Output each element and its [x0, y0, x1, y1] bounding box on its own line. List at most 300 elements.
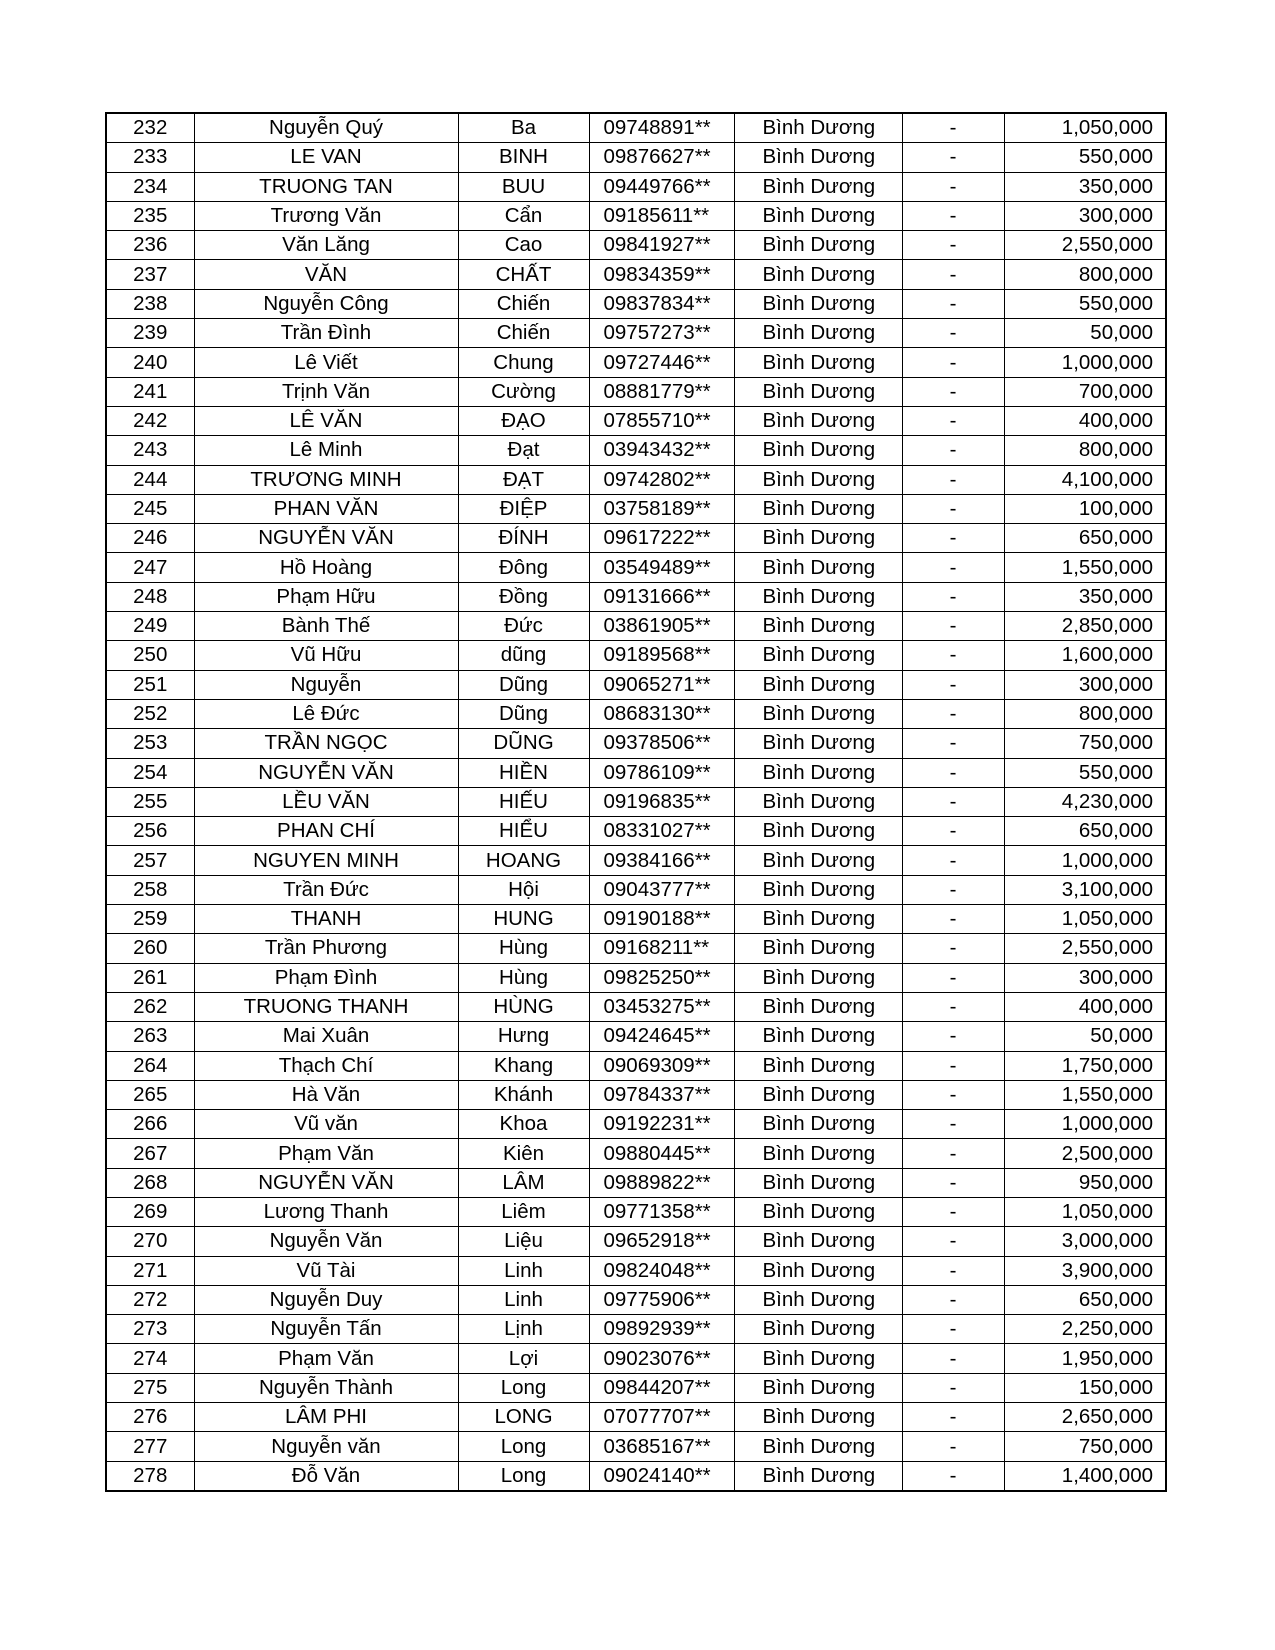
phone-cell: 09043777**	[589, 875, 734, 904]
phone-cell: 09023076**	[589, 1344, 734, 1373]
province-cell: Bình Dương	[734, 172, 902, 201]
table-row	[106, 1461, 1166, 1491]
province-cell: Bình Dương	[734, 1139, 902, 1168]
amount-cell: 1,000,000	[1004, 846, 1166, 875]
province-cell: Bình Dương	[734, 348, 902, 377]
given-name-cell: Lịnh	[458, 1315, 589, 1344]
table-row	[106, 289, 1166, 318]
province-cell: Bình Dương	[734, 582, 902, 611]
phone-cell: 09892939**	[589, 1315, 734, 1344]
surname-cell: Phạm Hữu	[194, 582, 458, 611]
given-name-cell: BINH	[458, 143, 589, 172]
province-cell: Bình Dương	[734, 641, 902, 670]
row-number: 264	[106, 1051, 194, 1080]
row-number: 239	[106, 319, 194, 348]
given-name-cell: Long	[458, 1432, 589, 1461]
row-number: 260	[106, 934, 194, 963]
dash-cell: -	[902, 729, 1004, 758]
dash-cell: -	[902, 817, 1004, 846]
phone-cell: 09876627**	[589, 143, 734, 172]
province-cell: Bình Dương	[734, 963, 902, 992]
province-cell: Bình Dương	[734, 1344, 902, 1373]
row-number: 234	[106, 172, 194, 201]
row-number: 274	[106, 1344, 194, 1373]
table-row	[106, 1285, 1166, 1314]
table-row	[106, 494, 1166, 523]
province-cell: Bình Dương	[734, 612, 902, 641]
phone-cell: 09841927**	[589, 231, 734, 260]
row-number: 262	[106, 992, 194, 1021]
dash-cell: -	[902, 172, 1004, 201]
province-cell: Bình Dương	[734, 494, 902, 523]
row-number: 270	[106, 1227, 194, 1256]
dash-cell: -	[902, 875, 1004, 904]
table-row	[106, 1256, 1166, 1285]
dash-cell: -	[902, 553, 1004, 582]
surname-cell: Nguyễn Công	[194, 289, 458, 318]
surname-cell: PHAN VĂN	[194, 494, 458, 523]
row-number: 233	[106, 143, 194, 172]
amount-cell: 2,850,000	[1004, 612, 1166, 641]
dash-cell: -	[902, 1461, 1004, 1491]
dash-cell: -	[902, 1227, 1004, 1256]
dash-cell: -	[902, 670, 1004, 699]
row-number: 238	[106, 289, 194, 318]
table-row	[106, 1344, 1166, 1373]
surname-cell: VĂN	[194, 260, 458, 289]
dash-cell: -	[902, 406, 1004, 435]
phone-cell: 09771358**	[589, 1197, 734, 1226]
phone-cell: 09889822**	[589, 1168, 734, 1197]
phone-cell: 09065271**	[589, 670, 734, 699]
table-row	[106, 1022, 1166, 1051]
surname-cell: THANH	[194, 905, 458, 934]
row-number: 256	[106, 817, 194, 846]
table-row	[106, 670, 1166, 699]
surname-cell: NGUYỄN VĂN	[194, 1168, 458, 1197]
province-cell: Bình Dương	[734, 1227, 902, 1256]
dash-cell: -	[902, 1080, 1004, 1109]
dash-cell: -	[902, 1373, 1004, 1402]
province-cell: Bình Dương	[734, 817, 902, 846]
dash-cell: -	[902, 113, 1004, 143]
amount-cell: 1,050,000	[1004, 113, 1166, 143]
surname-cell: LÊ VĂN	[194, 406, 458, 435]
province-cell: Bình Dương	[734, 201, 902, 230]
province-cell: Bình Dương	[734, 1168, 902, 1197]
surname-cell: Bành Thế	[194, 612, 458, 641]
amount-cell: 350,000	[1004, 172, 1166, 201]
dash-cell: -	[902, 1432, 1004, 1461]
amount-cell: 2,550,000	[1004, 934, 1166, 963]
surname-cell: Phạm Đình	[194, 963, 458, 992]
row-number: 266	[106, 1110, 194, 1139]
dash-cell: -	[902, 260, 1004, 289]
given-name-cell: Đông	[458, 553, 589, 582]
row-number: 235	[106, 201, 194, 230]
surname-cell: NGUYỄN VĂN	[194, 524, 458, 553]
given-name-cell: Chung	[458, 348, 589, 377]
surname-cell: Phạm Văn	[194, 1344, 458, 1373]
row-number: 269	[106, 1197, 194, 1226]
province-cell: Bình Dương	[734, 934, 902, 963]
surname-cell: Thạch Chí	[194, 1051, 458, 1080]
surname-cell: Vũ Hữu	[194, 641, 458, 670]
dash-cell: -	[902, 1110, 1004, 1139]
amount-cell: 1,050,000	[1004, 905, 1166, 934]
province-cell: Bình Dương	[734, 787, 902, 816]
given-name-cell: Long	[458, 1373, 589, 1402]
phone-cell: 07855710**	[589, 406, 734, 435]
given-name-cell: CHẤT	[458, 260, 589, 289]
amount-cell: 800,000	[1004, 699, 1166, 728]
surname-cell: Nguyễn Tấn	[194, 1315, 458, 1344]
row-number: 273	[106, 1315, 194, 1344]
province-cell: Bình Dương	[734, 1285, 902, 1314]
table-row	[106, 377, 1166, 406]
row-number: 263	[106, 1022, 194, 1051]
table-row	[106, 1051, 1166, 1080]
surname-cell: Lê Minh	[194, 436, 458, 465]
table-row	[106, 1197, 1166, 1226]
province-cell: Bình Dương	[734, 231, 902, 260]
donor-table-body	[106, 113, 1166, 1491]
dash-cell: -	[902, 465, 1004, 494]
given-name-cell: Kiên	[458, 1139, 589, 1168]
surname-cell: LỀU VĂN	[194, 787, 458, 816]
dash-cell: -	[902, 1403, 1004, 1432]
row-number: 241	[106, 377, 194, 406]
phone-cell: 09069309**	[589, 1051, 734, 1080]
phone-cell: 09784337**	[589, 1080, 734, 1109]
province-cell: Bình Dương	[734, 1432, 902, 1461]
phone-cell: 09824048**	[589, 1256, 734, 1285]
amount-cell: 650,000	[1004, 1285, 1166, 1314]
amount-cell: 700,000	[1004, 377, 1166, 406]
surname-cell: Trịnh Văn	[194, 377, 458, 406]
amount-cell: 3,000,000	[1004, 1227, 1166, 1256]
amount-cell: 400,000	[1004, 406, 1166, 435]
given-name-cell: Đồng	[458, 582, 589, 611]
table-row	[106, 465, 1166, 494]
amount-cell: 2,500,000	[1004, 1139, 1166, 1168]
surname-cell: Đỗ Văn	[194, 1461, 458, 1491]
row-number: 278	[106, 1461, 194, 1491]
row-number: 258	[106, 875, 194, 904]
amount-cell: 50,000	[1004, 319, 1166, 348]
row-number: 261	[106, 963, 194, 992]
row-number: 237	[106, 260, 194, 289]
phone-cell: 09131666**	[589, 582, 734, 611]
province-cell: Bình Dương	[734, 1403, 902, 1432]
dash-cell: -	[902, 758, 1004, 787]
surname-cell: Nguyễn Văn	[194, 1227, 458, 1256]
table-row	[106, 992, 1166, 1021]
given-name-cell: Dũng	[458, 699, 589, 728]
phone-cell: 09742802**	[589, 465, 734, 494]
surname-cell: Trần Đình	[194, 319, 458, 348]
row-number: 236	[106, 231, 194, 260]
province-cell: Bình Dương	[734, 1256, 902, 1285]
row-number: 255	[106, 787, 194, 816]
dash-cell: -	[902, 1256, 1004, 1285]
phone-cell: 09190188**	[589, 905, 734, 934]
province-cell: Bình Dương	[734, 524, 902, 553]
province-cell: Bình Dương	[734, 377, 902, 406]
dash-cell: -	[902, 348, 1004, 377]
phone-cell: 09192231**	[589, 1110, 734, 1139]
phone-cell: 07077707**	[589, 1403, 734, 1432]
dash-cell: -	[902, 1315, 1004, 1344]
dash-cell: -	[902, 524, 1004, 553]
table-row	[106, 1168, 1166, 1197]
given-name-cell: Dũng	[458, 670, 589, 699]
dash-cell: -	[902, 934, 1004, 963]
phone-cell: 09378506**	[589, 729, 734, 758]
phone-cell: 09786109**	[589, 758, 734, 787]
surname-cell: TRUONG TAN	[194, 172, 458, 201]
phone-cell: 09880445**	[589, 1139, 734, 1168]
province-cell: Bình Dương	[734, 1110, 902, 1139]
table-row	[106, 934, 1166, 963]
table-row	[106, 641, 1166, 670]
surname-cell: Nguyễn Thành	[194, 1373, 458, 1402]
dash-cell: -	[902, 641, 1004, 670]
table-row	[106, 582, 1166, 611]
amount-cell: 300,000	[1004, 963, 1166, 992]
table-row	[106, 113, 1166, 143]
given-name-cell: DŨNG	[458, 729, 589, 758]
amount-cell: 1,950,000	[1004, 1344, 1166, 1373]
surname-cell: Nguyễn Duy	[194, 1285, 458, 1314]
dash-cell: -	[902, 494, 1004, 523]
amount-cell: 2,650,000	[1004, 1403, 1166, 1432]
given-name-cell: Chiến	[458, 289, 589, 318]
given-name-cell: Linh	[458, 1256, 589, 1285]
province-cell: Bình Dương	[734, 670, 902, 699]
table-row	[106, 787, 1166, 816]
surname-cell: Hồ Hoàng	[194, 553, 458, 582]
table-row	[106, 201, 1166, 230]
table-row	[106, 172, 1166, 201]
dash-cell: -	[902, 699, 1004, 728]
table-row	[106, 553, 1166, 582]
phone-cell: 03549489**	[589, 553, 734, 582]
amount-cell: 4,100,000	[1004, 465, 1166, 494]
table-row	[106, 1373, 1166, 1402]
phone-cell: 09617222**	[589, 524, 734, 553]
surname-cell: NGUYEN MINH	[194, 846, 458, 875]
dash-cell: -	[902, 846, 1004, 875]
row-number: 257	[106, 846, 194, 875]
phone-cell: 09757273**	[589, 319, 734, 348]
given-name-cell: Cẩn	[458, 201, 589, 230]
row-number: 245	[106, 494, 194, 523]
amount-cell: 1,750,000	[1004, 1051, 1166, 1080]
phone-cell: 03943432**	[589, 436, 734, 465]
surname-cell: Nguyễn	[194, 670, 458, 699]
province-cell: Bình Dương	[734, 113, 902, 143]
amount-cell: 750,000	[1004, 1432, 1166, 1461]
amount-cell: 750,000	[1004, 729, 1166, 758]
dash-cell: -	[902, 963, 1004, 992]
table-row	[106, 319, 1166, 348]
amount-cell: 800,000	[1004, 436, 1166, 465]
table-row	[106, 875, 1166, 904]
amount-cell: 2,550,000	[1004, 231, 1166, 260]
given-name-cell: Linh	[458, 1285, 589, 1314]
dash-cell: -	[902, 992, 1004, 1021]
phone-cell: 09727446**	[589, 348, 734, 377]
province-cell: Bình Dương	[734, 1197, 902, 1226]
dash-cell: -	[902, 231, 1004, 260]
surname-cell: Lương Thanh	[194, 1197, 458, 1226]
given-name-cell: Khoa	[458, 1110, 589, 1139]
row-number: 272	[106, 1285, 194, 1314]
province-cell: Bình Dương	[734, 436, 902, 465]
province-cell: Bình Dương	[734, 1373, 902, 1402]
table-row	[106, 817, 1166, 846]
given-name-cell: HOANG	[458, 846, 589, 875]
amount-cell: 1,000,000	[1004, 348, 1166, 377]
donor-table	[105, 112, 1167, 1492]
province-cell: Bình Dương	[734, 319, 902, 348]
surname-cell: Nguyễn văn	[194, 1432, 458, 1461]
given-name-cell: dũng	[458, 641, 589, 670]
row-number: 240	[106, 348, 194, 377]
table-row	[106, 1110, 1166, 1139]
phone-cell: 03685167**	[589, 1432, 734, 1461]
dash-cell: -	[902, 201, 1004, 230]
given-name-cell: ĐÍNH	[458, 524, 589, 553]
surname-cell: TRẦN NGỌC	[194, 729, 458, 758]
given-name-cell: HUNG	[458, 905, 589, 934]
row-number: 246	[106, 524, 194, 553]
dash-cell: -	[902, 1022, 1004, 1051]
dash-cell: -	[902, 143, 1004, 172]
given-name-cell: Liêm	[458, 1197, 589, 1226]
province-cell: Bình Dương	[734, 406, 902, 435]
given-name-cell: HIẾU	[458, 787, 589, 816]
amount-cell: 3,900,000	[1004, 1256, 1166, 1285]
table-row	[106, 846, 1166, 875]
table-row	[106, 436, 1166, 465]
table-row	[106, 406, 1166, 435]
phone-cell: 08881779**	[589, 377, 734, 406]
surname-cell: Mai Xuân	[194, 1022, 458, 1051]
given-name-cell: Hùng	[458, 934, 589, 963]
phone-cell: 09196835**	[589, 787, 734, 816]
table-row	[106, 1080, 1166, 1109]
given-name-cell: Ba	[458, 113, 589, 143]
surname-cell: Trương Văn	[194, 201, 458, 230]
surname-cell: Lê Đức	[194, 699, 458, 728]
given-name-cell: ĐẠO	[458, 406, 589, 435]
given-name-cell: Lợi	[458, 1344, 589, 1373]
amount-cell: 1,550,000	[1004, 1080, 1166, 1109]
phone-cell: 09837834**	[589, 289, 734, 318]
given-name-cell: BUU	[458, 172, 589, 201]
row-number: 267	[106, 1139, 194, 1168]
amount-cell: 300,000	[1004, 670, 1166, 699]
phone-cell: 03758189**	[589, 494, 734, 523]
given-name-cell: Khang	[458, 1051, 589, 1080]
given-name-cell: LÂM	[458, 1168, 589, 1197]
amount-cell: 800,000	[1004, 260, 1166, 289]
given-name-cell: Cường	[458, 377, 589, 406]
surname-cell: Trần Phương	[194, 934, 458, 963]
table-row	[106, 1139, 1166, 1168]
surname-cell: Hà Văn	[194, 1080, 458, 1109]
row-number: 247	[106, 553, 194, 582]
dash-cell: -	[902, 1168, 1004, 1197]
surname-cell: NGUYỄN VĂN	[194, 758, 458, 787]
phone-cell: 09844207**	[589, 1373, 734, 1402]
phone-cell: 03453275**	[589, 992, 734, 1021]
province-cell: Bình Dương	[734, 1022, 902, 1051]
amount-cell: 1,000,000	[1004, 1110, 1166, 1139]
surname-cell: TRƯƠNG MINH	[194, 465, 458, 494]
amount-cell: 1,600,000	[1004, 641, 1166, 670]
province-cell: Bình Dương	[734, 289, 902, 318]
row-number: 250	[106, 641, 194, 670]
row-number: 248	[106, 582, 194, 611]
table-row	[106, 1227, 1166, 1256]
given-name-cell: Chiến	[458, 319, 589, 348]
given-name-cell: ĐIỆP	[458, 494, 589, 523]
dash-cell: -	[902, 787, 1004, 816]
amount-cell: 550,000	[1004, 143, 1166, 172]
province-cell: Bình Dương	[734, 143, 902, 172]
given-name-cell: Khánh	[458, 1080, 589, 1109]
dash-cell: -	[902, 612, 1004, 641]
amount-cell: 150,000	[1004, 1373, 1166, 1402]
phone-cell: 09384166**	[589, 846, 734, 875]
phone-cell: 09024140**	[589, 1461, 734, 1491]
table-row	[106, 612, 1166, 641]
surname-cell: LÂM PHI	[194, 1403, 458, 1432]
amount-cell: 550,000	[1004, 758, 1166, 787]
province-cell: Bình Dương	[734, 875, 902, 904]
row-number: 277	[106, 1432, 194, 1461]
phone-cell: 09834359**	[589, 260, 734, 289]
row-number: 276	[106, 1403, 194, 1432]
surname-cell: Phạm Văn	[194, 1139, 458, 1168]
table-row	[106, 963, 1166, 992]
row-number: 275	[106, 1373, 194, 1402]
phone-cell: 09748891**	[589, 113, 734, 143]
row-number: 268	[106, 1168, 194, 1197]
row-number: 252	[106, 699, 194, 728]
amount-cell: 550,000	[1004, 289, 1166, 318]
surname-cell: Nguyễn Quý	[194, 113, 458, 143]
given-name-cell: Hội	[458, 875, 589, 904]
phone-cell: 09825250**	[589, 963, 734, 992]
phone-cell: 09189568**	[589, 641, 734, 670]
row-number: 249	[106, 612, 194, 641]
phone-cell: 08331027**	[589, 817, 734, 846]
amount-cell: 1,550,000	[1004, 553, 1166, 582]
province-cell: Bình Dương	[734, 905, 902, 934]
given-name-cell: LONG	[458, 1403, 589, 1432]
amount-cell: 4,230,000	[1004, 787, 1166, 816]
province-cell: Bình Dương	[734, 260, 902, 289]
table-row	[106, 905, 1166, 934]
table-row	[106, 729, 1166, 758]
dash-cell: -	[902, 1051, 1004, 1080]
province-cell: Bình Dương	[734, 992, 902, 1021]
row-number: 243	[106, 436, 194, 465]
